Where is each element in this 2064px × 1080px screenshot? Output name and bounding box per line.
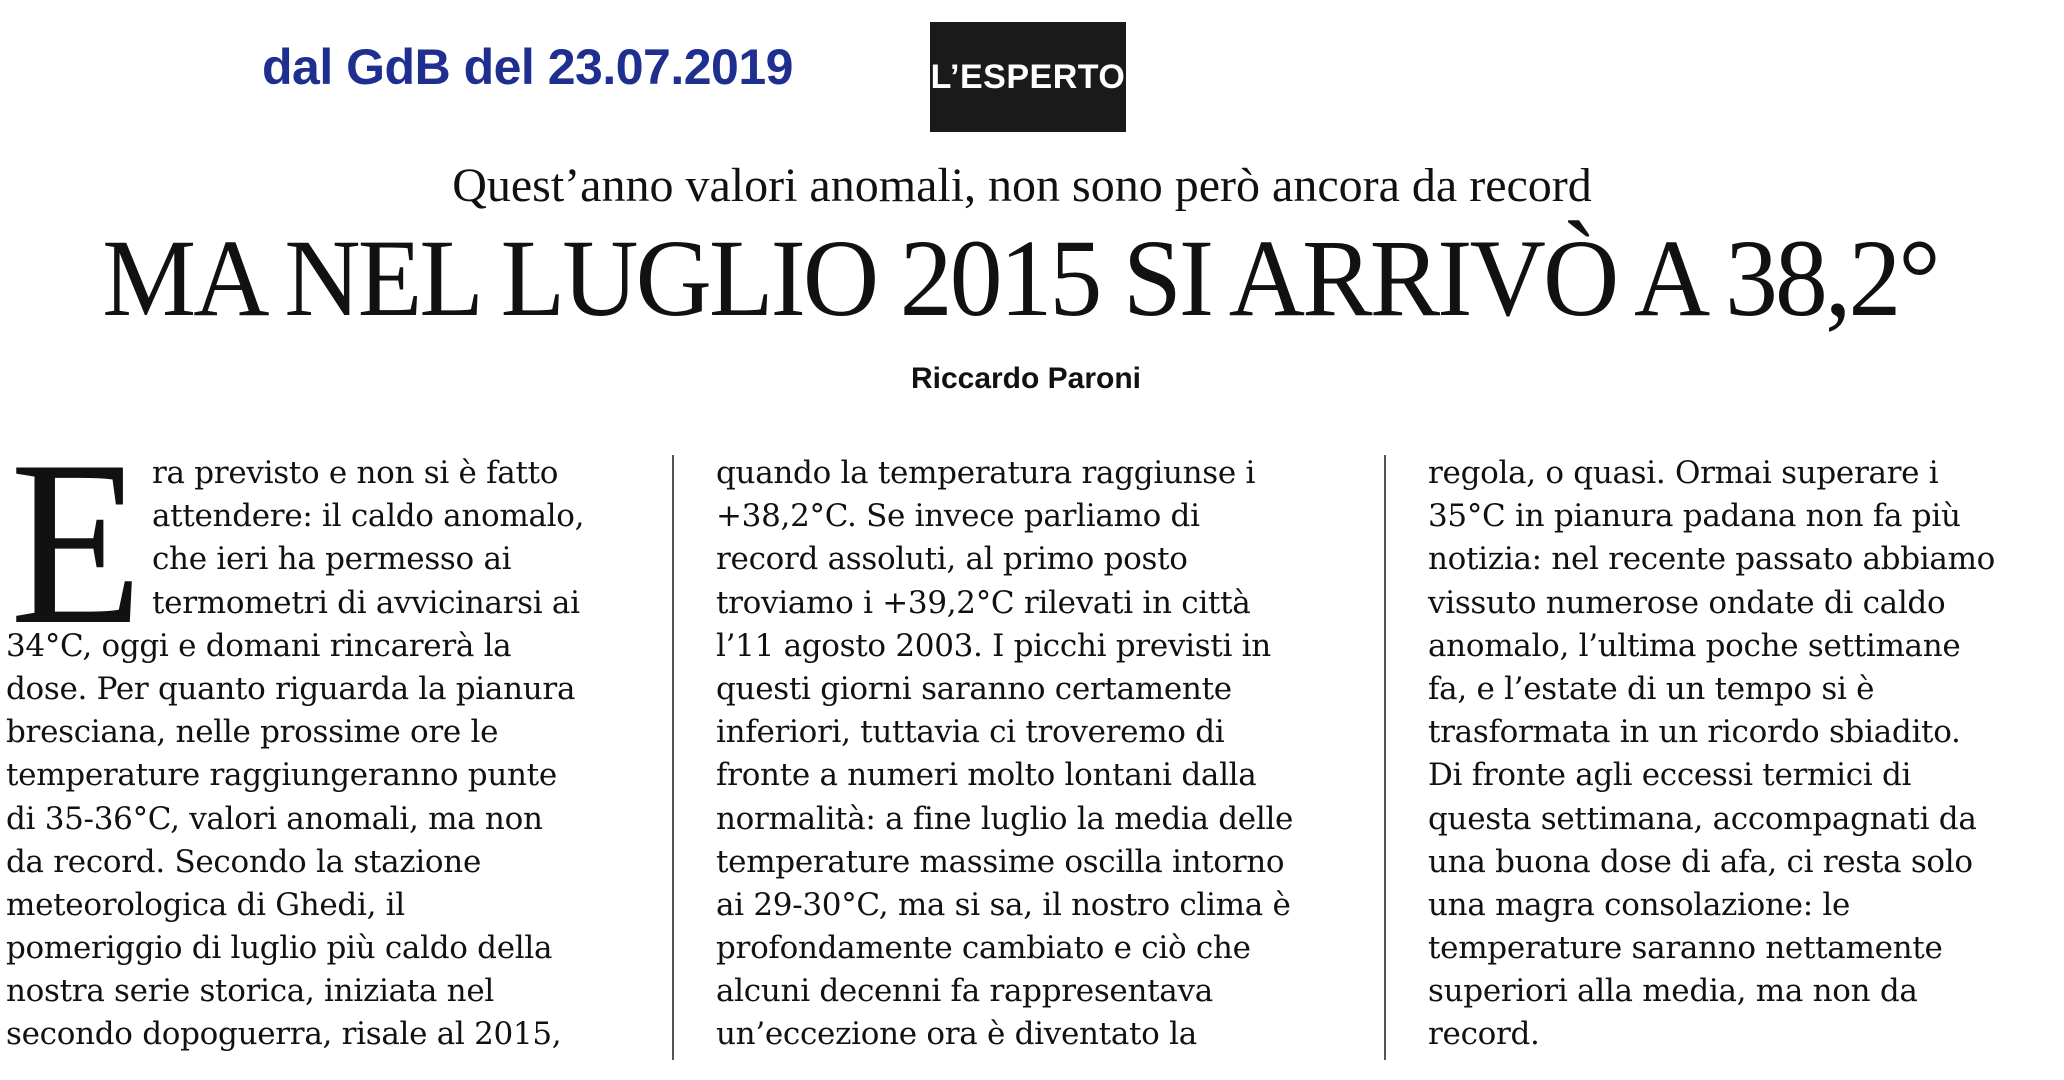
text-line: ra previsto e non si è fatto (152, 455, 559, 491)
article-kicker: Quest’anno valori anomali, non sono però ancora da record (452, 159, 1592, 212)
text-line: alcuni decenni fa rappresentava (716, 973, 1213, 1010)
text-line: +38,2°C. Se invece parliamo di (716, 498, 1200, 535)
text-line: attendere: il caldo anomalo, (152, 498, 585, 535)
section-badge: L’ESPERTO (930, 22, 1126, 132)
article-headline: MA NEL LUGLIO 2015 SI ARRIVÒ A 38,2° (102, 217, 1938, 339)
text-column-2 (716, 452, 1356, 1057)
text-line: questa settimana, accompagnati da (1428, 800, 1977, 837)
text-column-3 (1428, 452, 2058, 1057)
text-line: meteorologica di Ghedi, il (6, 886, 405, 923)
text-line: 35°C in pianura padana non fa più (1428, 498, 1961, 535)
text-line: normalità: a fine luglio la media delle (716, 800, 1294, 837)
column-divider (672, 455, 674, 1060)
text-line: temperature saranno nettamente (1428, 930, 1943, 967)
text-line: nostra serie storica, iniziata nel (6, 973, 494, 1010)
text-line: quando la temperatura raggiunse i (716, 455, 1256, 491)
text-line: un’eccezione ora è diventato la (716, 1016, 1197, 1053)
text-line: l’11 agosto 2003. I picchi previsti in (716, 627, 1271, 664)
text-line: superiori alla media, ma non da (1428, 973, 1918, 1010)
text-line: notizia: nel recente passato abbiamo (1428, 541, 1996, 578)
text-line: bresciana, nelle prossime ore le (6, 714, 499, 751)
text-line: pomeriggio di luglio più caldo della (6, 930, 553, 967)
text-line: temperature raggiungeranno punte (6, 757, 557, 794)
text-line: secondo dopoguerra, risale al 2015, (6, 1016, 562, 1053)
source-date-label: dal GdB del 23.07.2019 (262, 39, 793, 95)
text-line: trasformata in un ricordo sbiadito. (1428, 714, 1961, 751)
text-line: termometri di avvicinarsi ai (152, 584, 580, 621)
text-line: fronte a numeri molto lontani dalla (716, 757, 1257, 794)
text-line: di 35-36°C, valori anomali, ma non (6, 800, 543, 837)
drop-cap: E (10, 413, 143, 674)
text-line: temperature massime oscilla intorno (716, 843, 1285, 880)
column-divider (1384, 455, 1386, 1060)
text-line: inferiori, tuttavia ci troveremo di (716, 714, 1225, 751)
text-line: record assoluti, al primo posto (716, 541, 1188, 578)
text-line: ai 29-30°C, ma si sa, il nostro clima è (716, 886, 1291, 923)
article-byline: Riccardo Paroni (910, 362, 1142, 395)
text-column-1 (6, 452, 652, 1057)
text-line: questi giorni saranno certamente (716, 670, 1232, 707)
text-line: fa, e l’estate di un tempo si è (1428, 670, 1875, 707)
text-line: troviamo i +39,2°C rilevati in città (716, 584, 1251, 621)
text-line: profondamente cambiato e ciò che (716, 930, 1251, 967)
text-line: regola, o quasi. Ormai superare i (1428, 455, 1939, 491)
text-line: anomalo, l’ultima poche settimane (1428, 627, 1961, 664)
text-line: 34°C, oggi e domani rincarerà la (6, 627, 512, 664)
text-line: Di fronte agli eccessi termici di (1428, 757, 1912, 794)
text-line: record. (1428, 1016, 1540, 1053)
text-line: che ieri ha permesso ai (152, 541, 512, 578)
text-line: una buona dose di afa, ci resta solo (1428, 843, 1973, 880)
text-line: una magra consolazione: le (1428, 886, 1851, 923)
text-line: da record. Secondo la stazione (6, 843, 481, 880)
text-line: dose. Per quanto riguarda la pianura (6, 670, 576, 707)
text-line: vissuto numerose ondate di caldo (1428, 584, 1946, 621)
